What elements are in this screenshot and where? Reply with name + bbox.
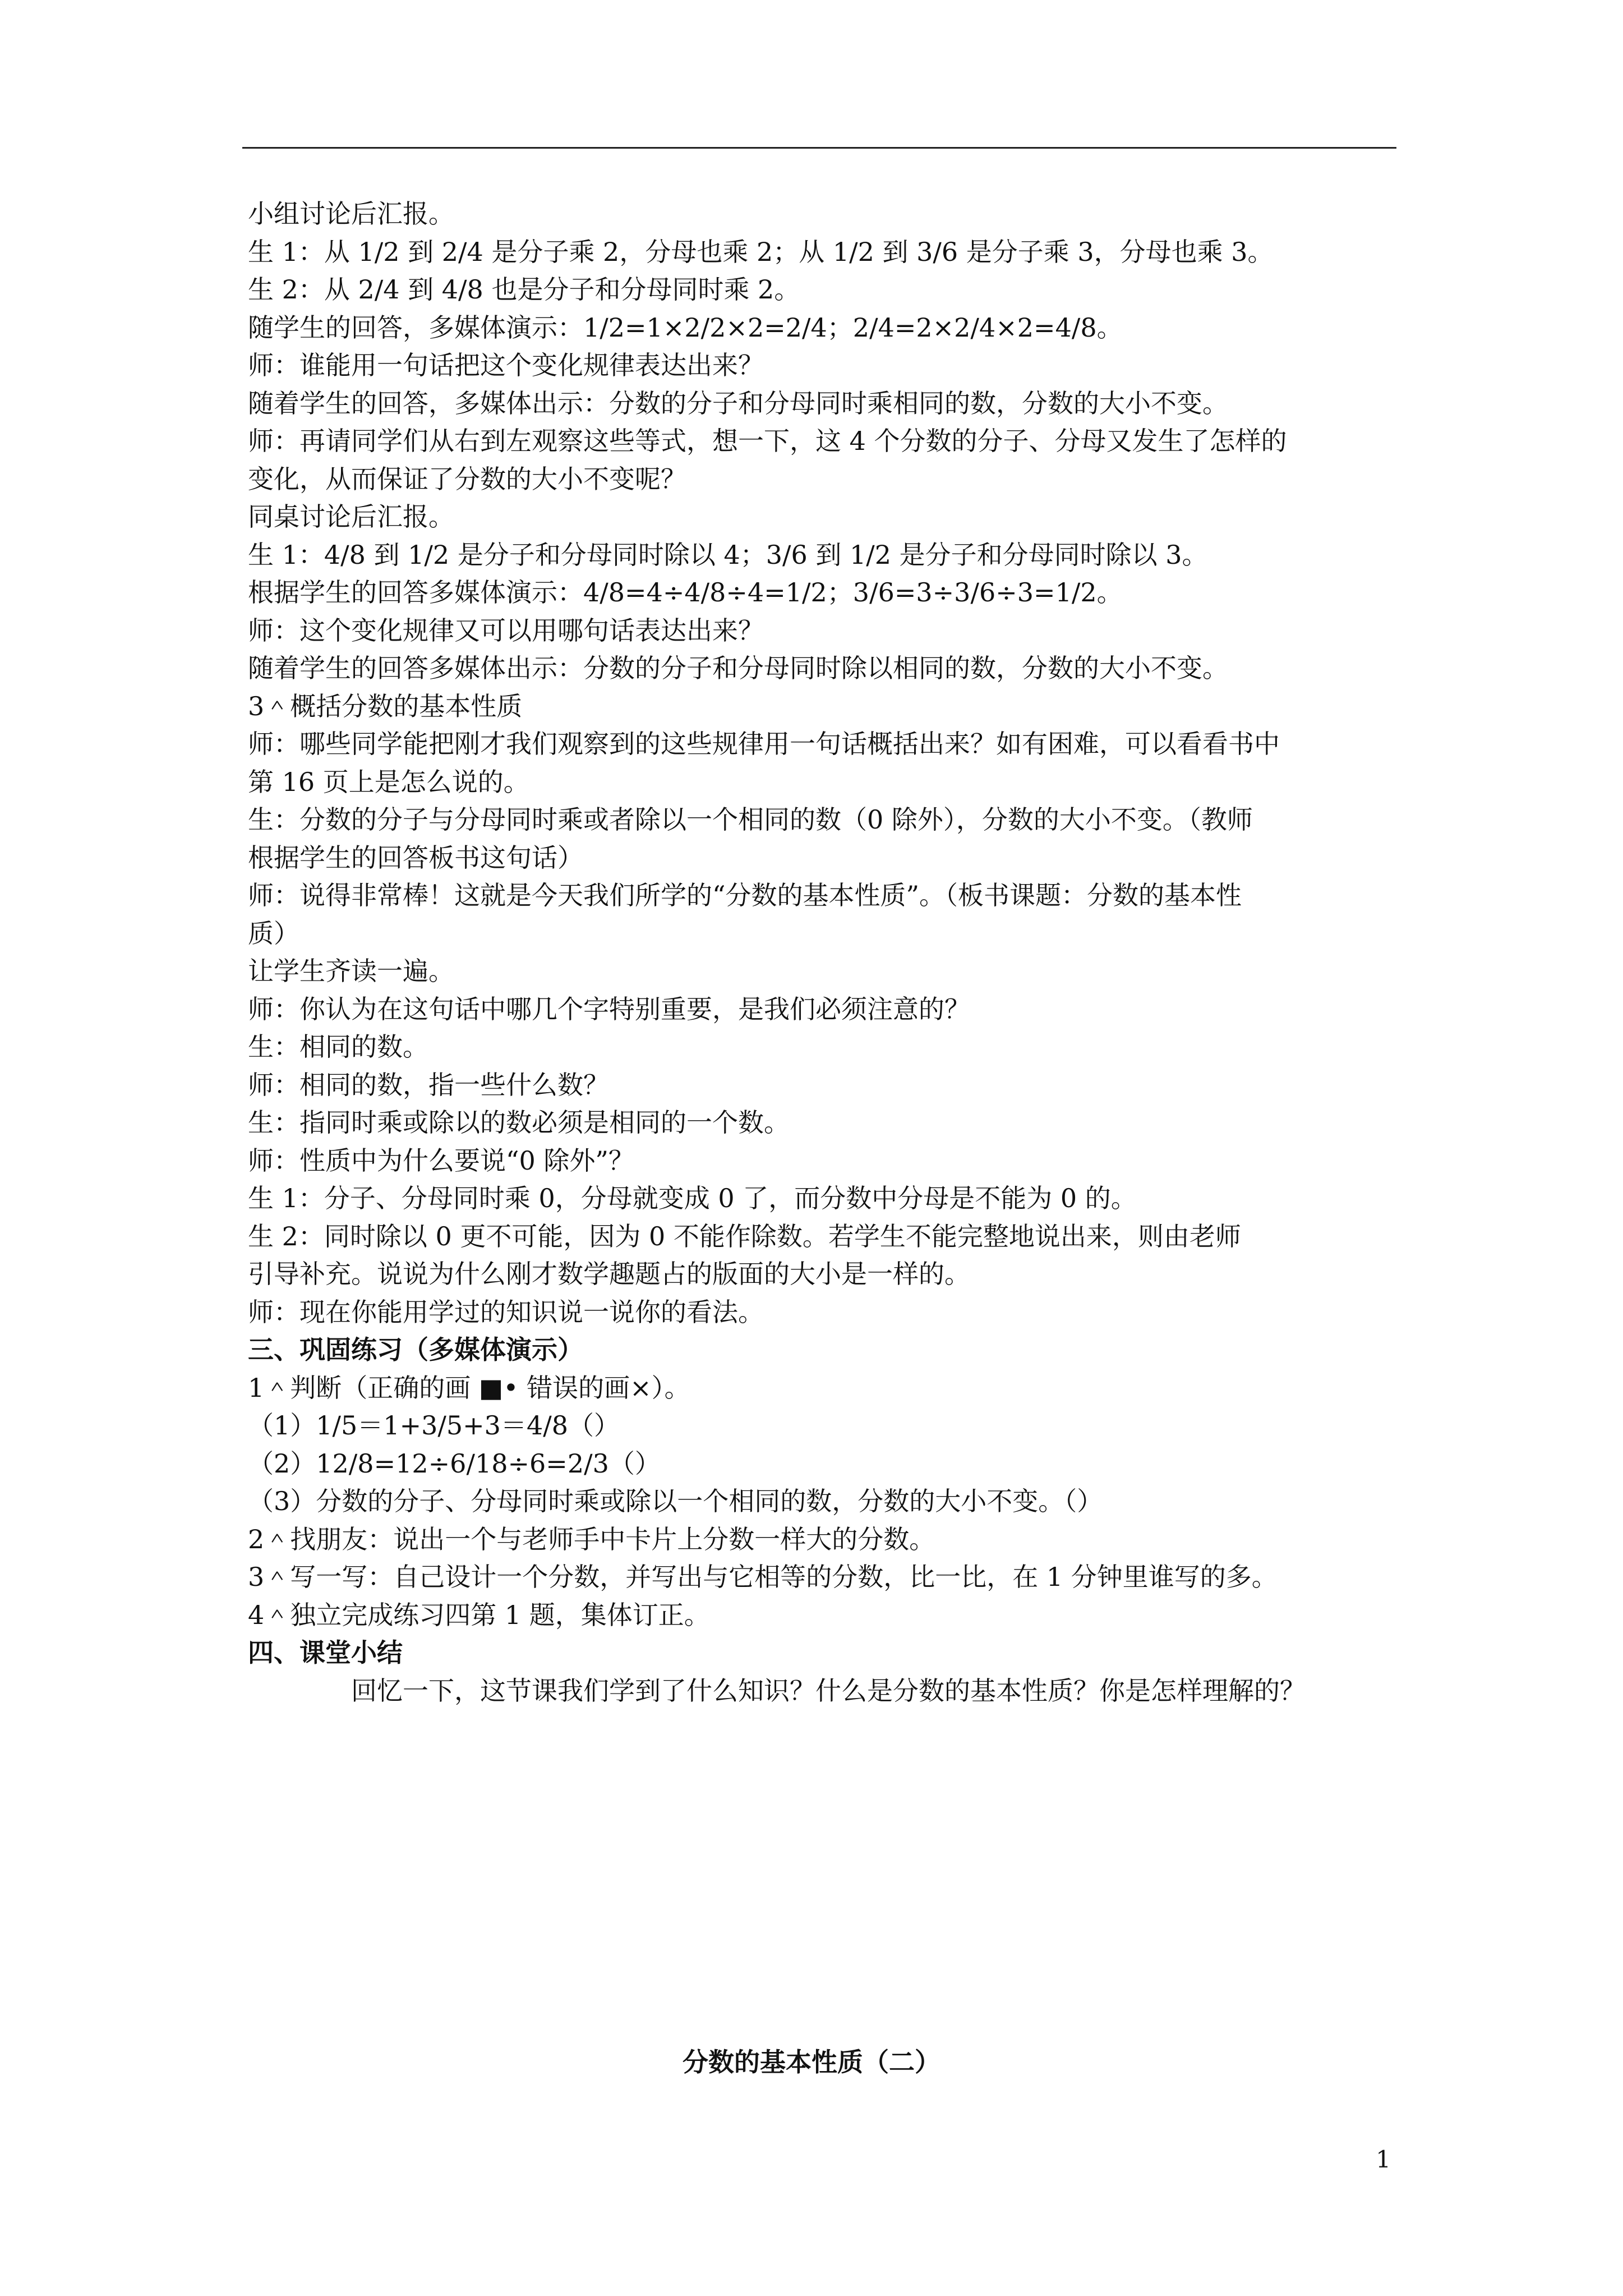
text-line: 3＾写一写：自己设计一个分数，并写出与它相等的分数，比一比，在 1 分钟里谁写的多。 (248, 1562, 1278, 1592)
text-line: （2）12/8=12÷6/18÷6=2/3（） (248, 1448, 661, 1479)
text-line: 随学生的回答，多媒体演示：1/2=1×2/2×2=2/4；2/4=2×2/4×2=4/8。 (248, 312, 1123, 343)
section-title: 分数的基本性质（二） (683, 2047, 940, 2077)
section-heading: 三、巩固练习（多媒体演示） (248, 1335, 583, 1365)
text-line: 质） (248, 918, 299, 949)
text-line: 生 2：从 2/4 到 4/8 也是分子和分母同时乘 2。 (248, 274, 800, 305)
text-line: 让学生齐读一遍。 (248, 956, 454, 986)
text-line: 引导补充。说说为什么刚才数学趣题占的版面的大小是一样的。 (248, 1259, 970, 1289)
text-line: 回忆一下，这节课我们学到了什么知识？什么是分数的基本性质？你是怎样理解的？ (351, 1675, 1306, 1706)
text-line: 生：分数的分子与分母同时乘或者除以一个相同的数（0 除外），分数的大小不变。（教师 (248, 804, 1253, 835)
text-line: 生 2：同时除以 0 更不可能，因为 0 不能作除数。若学生不能完整地说出来，则由老师 (248, 1221, 1241, 1251)
text-line: 师：你认为在这句话中哪几个字特别重要，是我们必须注意的？ (248, 993, 970, 1024)
text-line: 3＾概括分数的基本性质 (248, 691, 523, 721)
text-line: 随着学生的回答，多媒体出示：分数的分子和分母同时乘相同的数，分数的大小不变。 (248, 388, 1228, 418)
text-line: 2＾找朋友：说出一个与老师手中卡片上分数一样大的分数。 (248, 1524, 935, 1554)
text-line: （3）分数的分子、分母同时乘或除以一个相同的数，分数的大小不变。（） (248, 1486, 1103, 1516)
text-line: 4＾独立完成练习四第 1 题，集体订正。 (248, 1599, 710, 1630)
text-line: 师：哪些同学能把刚才我们观察到的这些规律用一句话概括出来？如有困难，可以看看书中 (248, 729, 1280, 759)
text-line: 同桌讨论后汇报。 (248, 501, 454, 532)
text-line: 变化，从而保证了分数的大小不变呢？ (248, 463, 686, 494)
text-line: 师：性质中为什么要说“0 除外”？ (248, 1145, 634, 1176)
text-line: 1＾判断（正确的画 ■• 错误的画×）。 (248, 1372, 690, 1403)
text-line: 小组讨论后汇报。 (248, 199, 454, 229)
section-heading: 四、课堂小结 (248, 1637, 403, 1668)
page-number: 1 (1376, 2146, 1391, 2173)
text-line: 师：相同的数，指一些什么数？ (248, 1069, 609, 1100)
text-line: 生 1：分子、分母同时乘 0，分母就变成 0 了，而分数中分母是不能为 0 的。 (248, 1183, 1137, 1213)
text-line: 师：谁能用一句话把这个变化规律表达出来？ (248, 350, 764, 380)
text-line: 师：这个变化规律又可以用哪句话表达出来？ (248, 615, 764, 646)
text-line: 根据学生的回答多媒体演示：4/8=4÷4/8÷4=1/2；3/6=3÷3/6÷3=1/2。 (248, 577, 1123, 608)
text-line: 生：指同时乘或除以的数必须是相同的一个数。 (248, 1107, 790, 1138)
text-line: 生 1：从 1/2 到 2/4 是分子乘 2，分母也乘 2；从 1/2 到 3/6 是分子乘 3，分母也乘 3。 (248, 236, 1274, 267)
text-line: 生：相同的数。 (248, 1032, 428, 1062)
text-line: 生 1：4/8 到 1/2 是分子和分母同时除以 4；3/6 到 1/2 是分子和分母同时除以 3。 (248, 539, 1208, 570)
text-line: 根据学生的回答板书这句话） (248, 842, 583, 873)
text-line: 第 16 页上是怎么说的。 (248, 766, 529, 797)
text-line: 师：现在你能用学过的知识说一说你的看法。 (248, 1296, 764, 1327)
header-rule (242, 147, 1396, 149)
text-line: 师：再请同学们从右到左观察这些等式，想一下，这 4 个分数的分子、分母又发生了怎样的 (248, 426, 1287, 456)
text-line: 随着学生的回答多媒体出示：分数的分子和分母同时除以相同的数，分数的大小不变。 (248, 653, 1228, 683)
text-line: （1）1/5＝1+3/5+3＝4/8（） (248, 1410, 620, 1441)
document-body (248, 195, 1403, 1710)
text-line: 师：说得非常棒！这就是今天我们所学的“分数的基本性质”。（板书课题：分数的基本性 (248, 880, 1242, 910)
